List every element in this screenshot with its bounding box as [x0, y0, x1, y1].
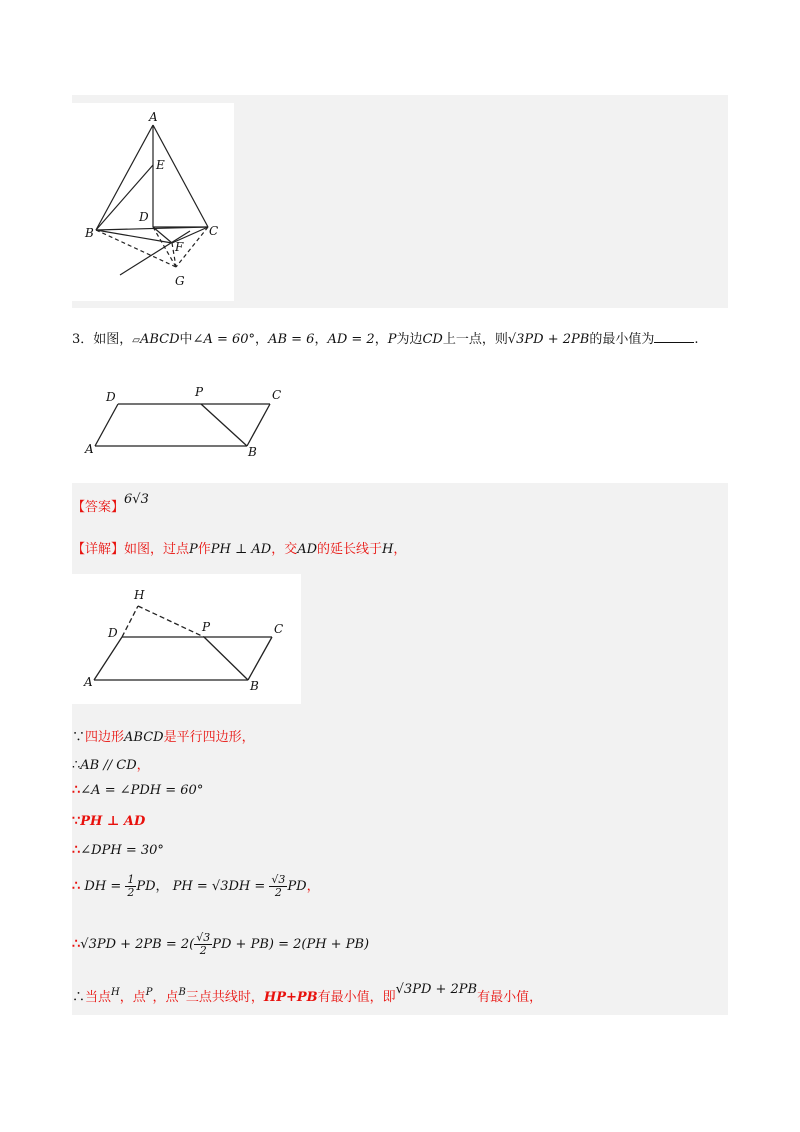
step-math: DH =	[84, 879, 122, 894]
step-7	[72, 932, 369, 957]
step-math: √3PD + 2PB	[395, 982, 478, 997]
label-F: F	[175, 240, 184, 254]
label-B: B	[248, 445, 257, 459]
step-4	[72, 814, 145, 829]
step-math: ABCD	[124, 730, 164, 745]
fraction-den: 2	[127, 886, 135, 899]
problem-text: 的最小值为	[589, 332, 655, 347]
label-A: A	[84, 675, 93, 689]
fraction-num: √3	[271, 873, 286, 886]
step-text: 是平行四边形，	[163, 730, 255, 745]
detail-line	[72, 538, 406, 557]
label-C: C	[272, 388, 282, 402]
problem-sep: ，	[255, 332, 269, 347]
label-B: B	[85, 226, 94, 240]
fraction-den: 2	[199, 944, 207, 957]
step-text: 有最小值，即	[317, 990, 396, 1005]
step-2	[72, 754, 150, 773]
step-text: 当点	[85, 990, 112, 1005]
problem-cd: CD	[422, 332, 443, 347]
step-math: H	[111, 987, 120, 998]
problem-statement	[72, 327, 752, 354]
fraction-half	[125, 874, 136, 899]
answer-blank	[654, 330, 694, 343]
label-P: P	[202, 620, 211, 634]
step-math: PD	[136, 879, 156, 894]
parallelogram-h-diagram	[72, 574, 301, 704]
step-math: PH ⊥ AD	[80, 814, 146, 829]
answer-line	[72, 492, 149, 515]
step-sep: ，	[155, 879, 169, 894]
parallelogram-diagram	[80, 384, 290, 460]
step-math: HP+PB	[263, 990, 318, 1005]
step-text: ，点	[152, 990, 179, 1005]
problem-number: 3．如图，	[72, 332, 133, 347]
answer-value: 6√3	[124, 492, 149, 507]
fraction-root3-half	[269, 874, 287, 899]
problem-text-zhong: 中	[179, 332, 193, 347]
label-G: G	[175, 274, 185, 288]
label-D: D	[139, 210, 149, 224]
detail-text: 作	[197, 542, 211, 557]
figure-parallelogram-with-h	[72, 574, 301, 704]
because-symbol: ∵	[72, 814, 81, 829]
step-math: ∠A = ∠PDH = 60°	[80, 783, 204, 798]
step-3	[72, 783, 203, 798]
figure-parallelogram	[80, 384, 290, 460]
therefore-symbol: ∴	[72, 937, 81, 952]
label-B: B	[250, 679, 259, 693]
fraction-den: 2	[274, 886, 282, 899]
problem-p: P	[387, 332, 397, 347]
step-1	[72, 726, 255, 745]
detail-ad: AD	[297, 542, 318, 557]
label-A: A	[85, 442, 94, 456]
label-A: A	[149, 110, 158, 124]
step-6	[72, 874, 320, 899]
step-8	[72, 982, 543, 1005]
fraction-num: 1	[127, 873, 135, 886]
step-math: AB // CD	[80, 758, 137, 773]
problem-abcd: ABCD	[139, 332, 180, 347]
therefore-symbol: ∴	[72, 783, 81, 798]
problem-sep: ，	[314, 332, 328, 347]
label-P: P	[195, 385, 204, 399]
detail-tag: 【详解】	[72, 542, 125, 557]
detail-text: 如图，过点	[124, 542, 190, 557]
step-sep: ，	[306, 879, 320, 894]
step-text: ，	[136, 758, 150, 773]
step-text: 有最小值，	[477, 990, 543, 1005]
step-5	[72, 843, 164, 858]
detail-text: ，	[393, 542, 407, 557]
fraction-num: √3	[196, 931, 211, 944]
label-C: C	[274, 622, 284, 636]
step-math: B	[178, 987, 186, 998]
answer-tag: 【答案】	[72, 500, 125, 515]
problem-end: .	[694, 332, 699, 347]
step-math: √3PD + 2PB = 2(	[80, 937, 195, 952]
detail-h: H	[382, 542, 394, 557]
therefore-symbol: ∴	[72, 990, 86, 1005]
label-D: D	[108, 626, 118, 640]
problem-text: 上一点，则	[442, 332, 508, 347]
problem-ab: AB = 6	[268, 332, 315, 347]
step-text: 三点共线时，	[185, 990, 264, 1005]
problem-expression: √3PD + 2PB	[507, 332, 590, 347]
detail-text: ，交	[271, 542, 298, 557]
step-math: P	[145, 987, 153, 998]
step-math: PD + PB) = 2(PH + PB)	[212, 937, 370, 952]
detail-text: 的延长线于	[317, 542, 383, 557]
figure-triangle	[72, 103, 234, 301]
step-text: 四边形	[85, 730, 125, 745]
problem-sep: ，	[374, 332, 388, 347]
label-H: H	[134, 588, 145, 602]
step-text: ，点	[119, 990, 146, 1005]
step-math: PH = √3DH =	[172, 879, 266, 894]
therefore-symbol: ∴	[72, 758, 81, 773]
label-C: C	[209, 224, 219, 238]
therefore-symbol: ∴	[72, 879, 81, 894]
triangle-diagram	[72, 103, 234, 301]
label-D: D	[106, 390, 116, 404]
detail-perp: PH ⊥ AD	[210, 542, 272, 557]
label-E: E	[156, 158, 165, 172]
step-math: PD	[287, 879, 307, 894]
parallelogram-symbol: ▱	[132, 335, 140, 346]
step-math: ∠DPH = 30°	[80, 843, 164, 858]
problem-ad: AD = 2	[327, 332, 375, 347]
fraction-root3-half	[194, 932, 212, 957]
therefore-symbol: ∴	[72, 843, 81, 858]
because-symbol: ∵	[72, 730, 86, 745]
problem-angle: ∠A = 60°	[192, 332, 256, 347]
detail-p: P	[189, 542, 198, 557]
problem-text: 为边	[396, 332, 423, 347]
